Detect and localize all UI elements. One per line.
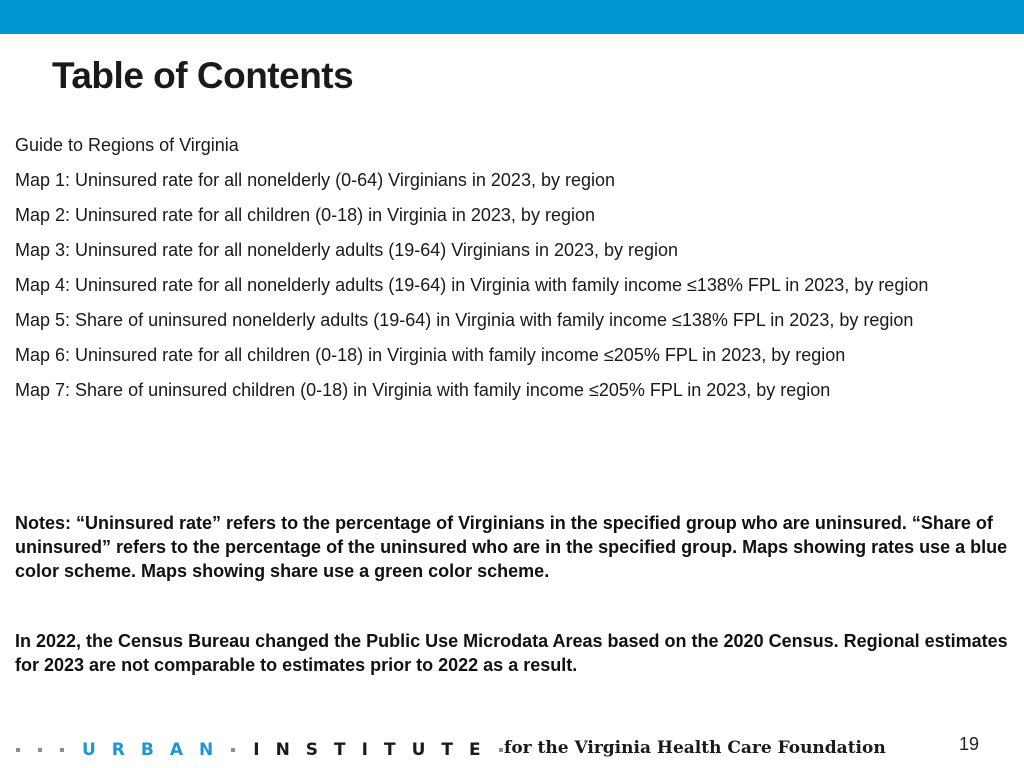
logo-dot	[16, 748, 20, 752]
toc-item-guide[interactable]: Guide to Regions of Virginia	[15, 135, 239, 155]
logo-institute-text: INSTITUTE	[253, 740, 497, 760]
header-accent-bar	[0, 0, 1024, 34]
toc-item-map-1[interactable]: Map 1: Uninsured rate for all nonelderly (0-64) Virginians in 2023, by region	[15, 170, 616, 190]
logo-urban-text: URBAN	[82, 740, 230, 760]
urban-institute-logo	[16, 738, 503, 762]
toc-item-map-7[interactable]: Map 7: Share of uninsured children (0-18) in Virginia with family income ≤205% FPL in 2023, by region	[15, 380, 831, 400]
footer	[0, 730, 1024, 768]
notes-definitions: Notes: “Uninsured rate” refers to the percentage of Virginians in the specified group who are uninsured. “Share of uninsured” refers to the percentage of the uninsured who are in the specified group. Maps showing rates use a blue color scheme. Maps showing share use a green color scheme.	[15, 513, 1008, 581]
toc-item-map-6[interactable]: Map 6: Uninsured rate for all children (0-18) in Virginia with family income ≤205% FPL in 2023, by region	[15, 345, 846, 365]
foundation-credit: for the Virginia Health Care Foundation	[504, 738, 886, 758]
page-title: Table of Contents	[52, 55, 354, 96]
toc-item-map-5[interactable]: Map 5: Share of uninsured nonelderly adults (19-64) in Virginia with family income ≤138% FPL in 2023, by region	[15, 310, 914, 330]
logo-dot	[60, 748, 64, 752]
page-number: 19	[959, 734, 980, 754]
logo-dot	[499, 748, 503, 752]
logo-dot	[38, 748, 42, 752]
toc-item-map-4[interactable]: Map 4: Uninsured rate for all nonelderly adults (19-64) in Virginia with family income ≤138% FPL in 2023, by region	[15, 275, 929, 295]
toc-item-map-3[interactable]: Map 3: Uninsured rate for all nonelderly adults (19-64) Virginians in 2023, by region	[15, 240, 679, 260]
table-of-contents	[15, 133, 1015, 413]
notes-census-change: In 2022, the Census Bureau changed the Public Use Microdata Areas based on the 2020 Census. Regional estimates for 2023 are not comparable to estimates prior to 2022 as a result.	[15, 631, 1008, 675]
toc-item-map-2[interactable]: Map 2: Uninsured rate for all children (0-18) in Virginia in 2023, by region	[15, 205, 595, 225]
logo-dot	[231, 748, 235, 752]
